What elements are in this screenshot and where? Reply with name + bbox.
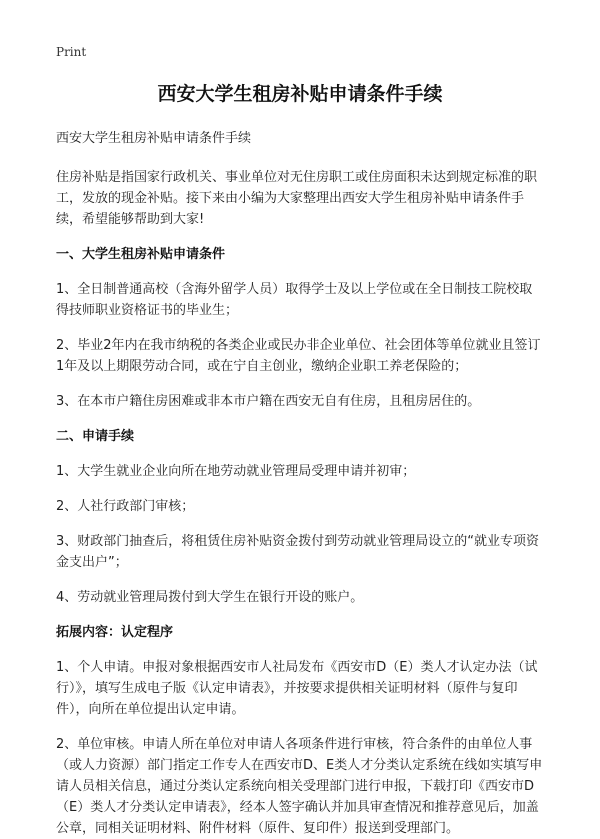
intro-paragraph: 住房补贴是指国家行政机关、事业单位对无住房职工或住房面积未达到规定标准的职工，发放的现金补贴。接下来由小编为大家整理出西安大学生租房补贴申请条件手续，希望能够帮助到大家! [56,170,538,227]
procedure-item-4: 4、劳动就业管理局拨付到大学生在银行开设的账户。 [56,590,364,605]
section-heading-extension: 拓展内容：认定程序 [56,625,174,640]
section-heading-procedures: 二、申请手续 [56,429,135,444]
condition-item-3: 3、在本市户籍住房困难或非本市户籍在西安无自有住房，且租房居住的。 [56,394,481,409]
procedure-item-2: 2、人社行政部门审核； [56,499,195,514]
procedure-item-1: 1、大学生就业企业向所在地劳动就业管理局受理申请并初审； [56,464,416,479]
document-subtitle: 西安大学生租房补贴申请条件手续 [56,131,252,146]
section-heading-conditions: 一、大学生租房补贴申请条件 [56,247,226,262]
extension-item-1: 1、个人申请。申报对象根据西安市人社局发布《西安市D（E）类人才认定办法（试行）》，填写生成电子版《认定申请表》，并按要求提供相关证明材料（原件与复印件），向所在单位提出认定申请。 [56,660,538,717]
procedure-item-3: 3、财政部门抽查后，将租赁住房补贴资金拨付到劳动就业管理局设立的“就业专项资金支出户”； [56,534,540,570]
document-title: 西安大学生租房补贴申请条件手续 [157,83,443,105]
condition-item-1: 1、全日制普通高校（含海外留学人员）取得学士及以上学位或在全日制技工院校取得技师职业资格证书的毕业生； [56,282,533,318]
condition-item-2: 2、毕业2年内在我市纳税的各类企业或民办非企业单位、社会团体等单位就业且签订1年及以上期限劳动合同，或在宁自主创业，缴纳企业职工养老保险的； [56,338,541,374]
extension-item-2: 2、单位审核。申请人所在单位对申请人各项条件进行审核，符合条件的由单位人事（或人力资源）部门指定工作专人在西安市D、E类人才分类认定系统在线如实填写申请人员相关信息，通过分类认定系统向相关受理部门进行申报，下载打印《西安市D（E）类人才分类认定申请表》，经本人签字确认并加具审查情况和推荐意见后，加盖公章，同相关证明材料、附件材料（原件、复印件）报送到受理部门。 [56,737,543,836]
print-label: Print [56,45,87,59]
